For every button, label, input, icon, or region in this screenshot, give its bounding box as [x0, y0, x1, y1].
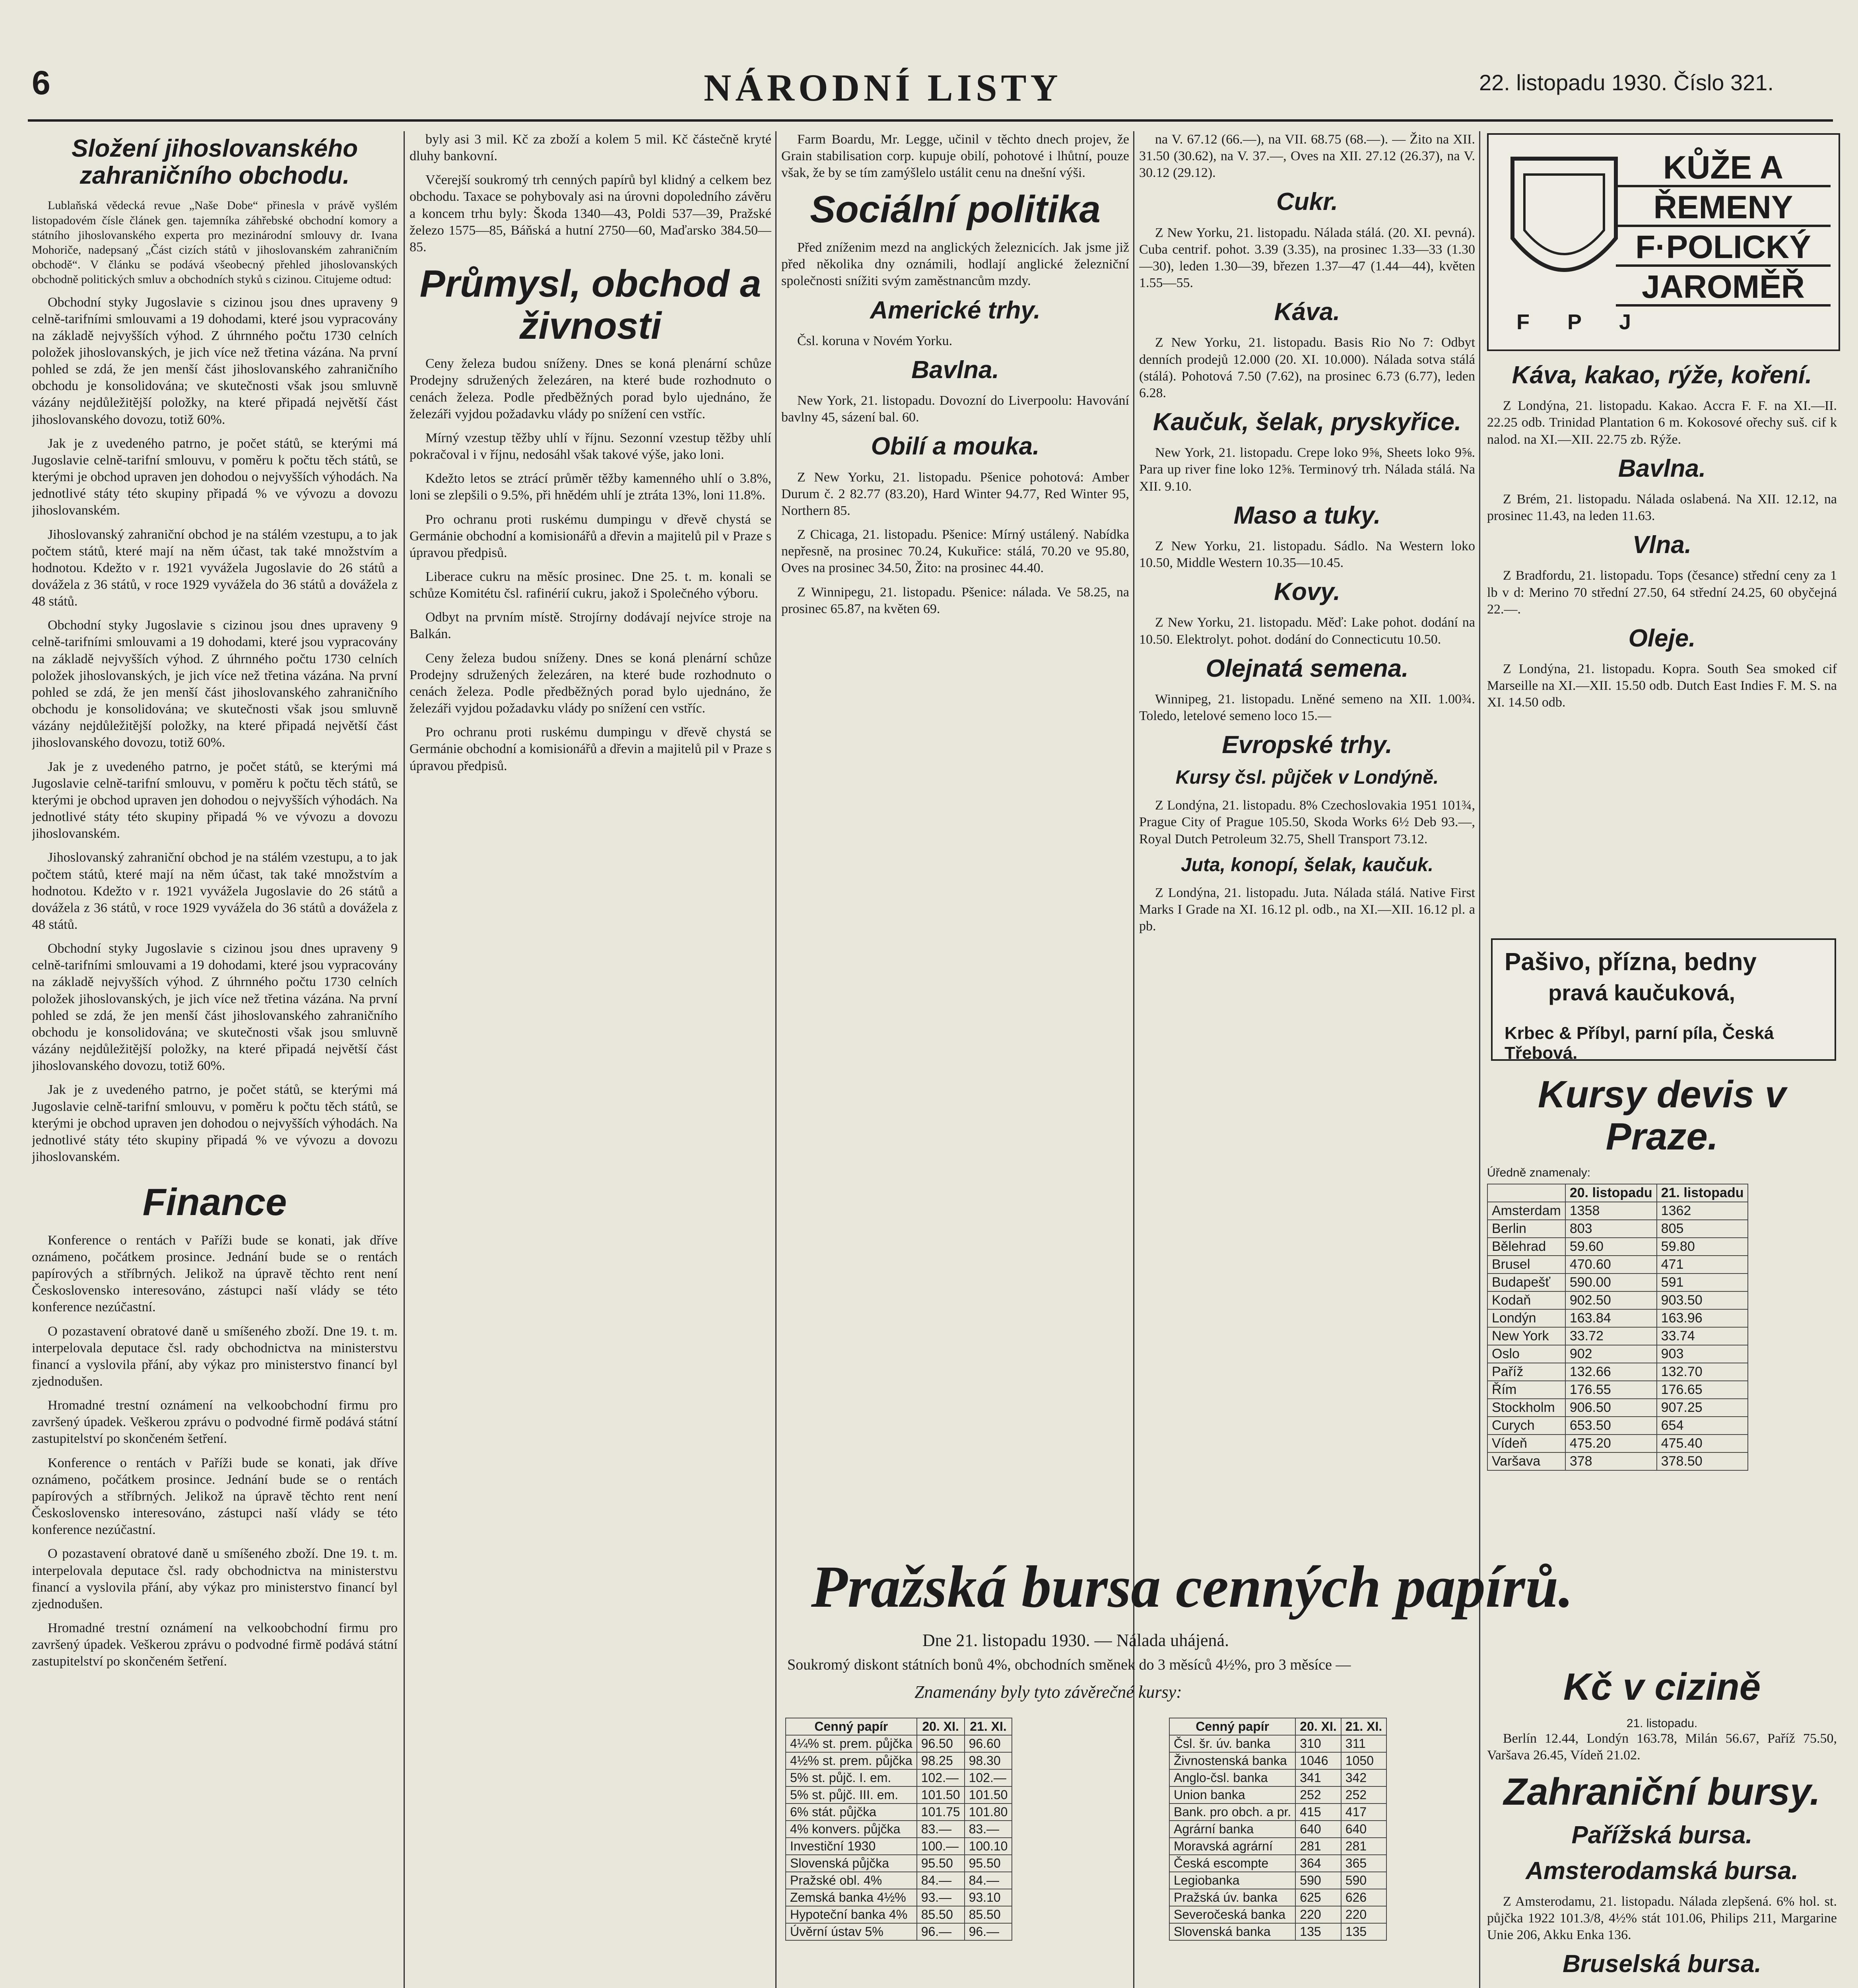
row-label: 4% konvers. půjčka	[786, 1821, 917, 1838]
article-paragraph: Obchodní styky Jugoslavie s cizinou jsou dnes upraveny 9 celně-tarifními smlouvami a 19 dohodami, které jsou vypracovány na základě nejvyšších výhod. Z úhrnného počtu 1730 celních položek jihoslovanských, je jich více než třetina vázána. Na první pohled se zdá, že jen menší část jihoslovanského zahraničního obchodu je konsolidována; ve skutečnosti však jsou smluvně vázány nejdůležitější položky, na které připadá největší část jihoslovanského dovozu, totiž 60%.	[32, 618, 398, 750]
section-heading-devisen: Kursy devis v Praze.	[1538, 1073, 1786, 1158]
row-value: 902.50	[1565, 1291, 1657, 1309]
row-value: 220	[1295, 1906, 1341, 1923]
row-value: 33.72	[1565, 1327, 1657, 1345]
crate-ad	[1491, 938, 1836, 1061]
row-value: 59.80	[1657, 1238, 1748, 1256]
devis-subtitle: Úředně znamenaly:	[1487, 1166, 1591, 1180]
row-value: 281	[1295, 1838, 1341, 1855]
row-value: 470.60	[1565, 1256, 1657, 1274]
article-paragraph: Z Chicaga, 21. listopadu. Pšenice: Mírný ustálený. Nabídka nepřesně, na prosinec 70.24, Kukuřice: stálá, 70.20 ve 95.80, Oves na prosinec 34.50, Žito: na prosinec 44.40.	[781, 527, 1129, 576]
row-label: Curych	[1487, 1417, 1565, 1435]
masthead: NÁRODNÍ LISTY	[704, 66, 1062, 109]
column-header: 21. XI.	[965, 1718, 1012, 1735]
article-paragraph: O pozastavení obratové daně u smíšeného zboží. Dne 19. t. m. interpelovala deputace čsl. rady obchodnictva na ministerstvu financí a vyslovila přání, aby výkaz pro ministerstvo financí byl zjednodušen.	[32, 1324, 398, 1389]
table-row	[786, 1872, 1012, 1889]
article-paragraph: Z New Yorku, 21. listopadu. Nálada stálá. (20. XI. pevná). Cuba centrif. pohot. 3.39 (3.35), na prosinec 1.33—33 (1.30—30), leden 1.30—39, březen 1.37—47 (1.44—44), květen 1.55—55.	[1139, 225, 1475, 291]
table-row	[1487, 1381, 1748, 1399]
article-paragraph: Obchodní styky Jugoslavie s cizinou jsou dnes upraveny 9 celně-tarifními smlouvami a 19 dohodami, které jsou vypracovány na základě nejvyšších výhod. Z úhrnného počtu 1730 celních položek jihoslovanských, je jich více než třetina vázána. Na první pohled se zdá, že jen menší část jihoslovanského zahraničního obchodu je konsolidována; ve skutečnosti však jsou smluvně vázány nejdůležitější položky, na které připadá největší část jihoslovanského dovozu, totiž 60%.	[32, 941, 398, 1074]
row-value: 590	[1295, 1872, 1341, 1889]
row-label: Varšava	[1487, 1452, 1565, 1470]
row-label: Vídeň	[1487, 1435, 1565, 1452]
column-header: 21. listopadu	[1657, 1184, 1748, 1202]
table-row	[1169, 1872, 1386, 1889]
row-label: Budapešť	[1487, 1274, 1565, 1291]
table-row	[1487, 1327, 1748, 1345]
section-heading-meat: Maso a tuky.	[1233, 501, 1381, 529]
column-header: 20. listopadu	[1565, 1184, 1657, 1202]
column-header: Cenný papír	[1169, 1718, 1295, 1735]
row-label: 5% st. půjč. III. em.	[786, 1786, 917, 1804]
row-label: Řím	[1487, 1381, 1565, 1399]
table-row	[786, 1906, 1012, 1923]
article-paragraph: Pro ochranu proti ruskému dumpingu v dřevě chystá se Germánie obchodní a komisionářů a dřevin a majitelů pil v Praze s úpravou předpisů.	[410, 725, 771, 773]
table-row	[1487, 1399, 1748, 1417]
row-label: 5% st. půjč. I. em.	[786, 1769, 917, 1786]
ad-line: pravá kaučuková,	[1548, 980, 1736, 1005]
section-heading-social: Sociální politika	[810, 188, 1101, 231]
article-paragraph: Pro ochranu proti ruskému dumpingu v dřevě chystá se Germánie obchodní a komisionářů a dřevin a majitelů pil v Praze s úpravou předpisů.	[410, 512, 771, 560]
bursa-date: Dne 21. listopadu 1930. — Nálada uhájená.	[922, 1631, 1229, 1650]
row-value: 135	[1295, 1923, 1341, 1940]
article-paragraph: Jak je z uvedeného patrno, je počet států, se kterými má Jugoslavie celně-tarifní smlouvu, v poměru k počtu těch států, se kterými je obchod upraven jen dohodou o nejvyšších výhodách. Na jednotlivé státy této skupiny připadá % ve vývozu a dovozu jihoslovanském.	[32, 436, 398, 518]
article-paragraph: Z New Yorku, 21. listopadu. Měď: Lake pohot. dodání na 10.50. Elektrolyt. pohot. dodání do Connecticutu 10.50.	[1139, 615, 1475, 647]
table-row	[1487, 1238, 1748, 1256]
row-value: 252	[1341, 1786, 1387, 1804]
ad-line: ŘEMENY	[1616, 190, 1831, 227]
article-paragraph: Berlín 12.44, Londýn 163.78, Milán 56.67, Paříž 75.50, Varšava 26.45, Vídeň 21.02.	[1487, 1731, 1837, 1763]
article-paragraph: Hromadné trestní oznámení na velkoobchodní firmu pro završený úpadek. Veškerou zprávu o podvodné firmě podává státní zastupitelství po skončeném šetření.	[32, 1398, 398, 1446]
row-label: New York	[1487, 1327, 1565, 1345]
row-value: 176.55	[1565, 1381, 1657, 1399]
shield-icon	[1505, 151, 1624, 302]
row-value: 1050	[1341, 1752, 1387, 1769]
article-paragraph: Hromadné trestní oznámení na velkoobchodní firmu pro završený úpadek. Veškerou zprávu o podvodné firmě podává státní zastupitelství po skončeném šetření.	[32, 1621, 398, 1669]
table-row	[1169, 1923, 1386, 1940]
row-value: 903.50	[1657, 1291, 1748, 1309]
row-label: Hypoteční banka 4%	[786, 1906, 917, 1923]
row-label: 6% stát. půjčka	[786, 1804, 917, 1821]
table-row	[786, 1769, 1012, 1786]
section-heading-oils: Oleje.	[1628, 624, 1696, 652]
article-paragraph: Z New Yorku, 21. listopadu. Pšenice pohotová: Amber Durum č. 2 82.77 (83.20), Hard Winter 94.77, Red Winter 95, Northern 85.	[781, 470, 1129, 518]
article-paragraph: Odbyt na prvním místě. Strojírny dodávají nejvíce stroje na Balkán.	[410, 610, 771, 642]
row-value: 364	[1295, 1855, 1341, 1872]
table-row	[1169, 1804, 1386, 1821]
row-value: 475.20	[1565, 1435, 1657, 1452]
row-value: 101.50	[917, 1786, 965, 1804]
row-label: Slovenská banka	[1169, 1923, 1295, 1940]
article-paragraph: Z New Yorku, 21. listopadu. Sádlo. Na Western loko 10.50, Middle Western 10.35—10.45.	[1139, 538, 1475, 571]
article-paragraph: Jihoslovanský zahraniční obchod je na stálém vzestupu, a to jak počtem států, které mají na něm účast, tak také množstvím a hodnotou. Kdežto v r. 1921 vyvážela Jugoslavie do 26 států a dovážela z 36 států, v roce 1929 vyvážela do 36 států a dovážela z 48 států.	[32, 850, 398, 932]
article-paragraph: Jihoslovanský zahraniční obchod je na stálém vzestupu, a to jak počtem států, které mají na něm účast, tak také množstvím a hodnotou. Kdežto v r. 1921 vyvážela Jugoslavie do 26 států a dovážela z 36 států, v roce 1929 vyvážela do 36 států a dovážela z 48 států.	[32, 527, 398, 609]
table-row	[1169, 1838, 1386, 1855]
header-rule	[28, 119, 1833, 122]
row-value: 341	[1295, 1769, 1341, 1786]
row-value: 342	[1341, 1769, 1387, 1786]
table-row	[1169, 1769, 1386, 1786]
article-paragraph: na V. 67.12 (66.—), na VII. 68.75 (68.—). — Žito na XII. 31.50 (30.62), na V. 37.—, Oves na XII. 27.12 (26.37), na V. 30.12 (29.12).	[1139, 132, 1475, 181]
section-heading-coffee-cocoa: Káva, kakao, rýže, koření.	[1512, 361, 1812, 389]
article-paragraph: byly asi 3 mil. Kč za zboží a kolem 5 mil. Kč částečně kryté dluhy bankovní.	[410, 132, 771, 164]
table-row	[1487, 1452, 1748, 1470]
table-row	[1487, 1274, 1748, 1291]
article-paragraph: Ceny železa budou sníženy. Dnes se koná plenární schůze Prodejny sdružených železáren, na které bude rozhodnuto o cenách železa. Podle předběžných porad bylo ujednáno, že železáři vyjdou požadavku vlády po snížení cen vstříc.	[410, 650, 771, 716]
row-value: 102.—	[917, 1769, 965, 1786]
column-5-lower	[1487, 1662, 1837, 1988]
row-value: 803	[1565, 1220, 1657, 1238]
table-row	[1487, 1345, 1748, 1363]
article-paragraph: Z Londýna, 21. listopadu. 8% Czechoslovakia 1951 101¾, Prague City of Prague 105.50, Skoda Works 6½ Deb 93.—, Royal Dutch Petroleum 32.75, Shell Transport 73.12.	[1139, 798, 1475, 846]
row-label: Severočeská banka	[1169, 1906, 1295, 1923]
table-row	[1487, 1309, 1748, 1327]
row-value: 96.—	[917, 1923, 965, 1940]
article-paragraph: Konference o rentách v Paříži bude se konati, jak dříve oznámeno, počátkem prosince. Jednání bude se o rentách papírových a stříbrných. Jelikož na úpravě těchto rent není Československo interesováno, zástupci naší vlády se této konference nezúčastní.	[32, 1233, 398, 1315]
table-row	[1487, 1202, 1748, 1220]
article-paragraph: Před zníženim mezd na anglických železnicích. Jak jsme již před několika dny oznámili, hodlají anglické železniční společnosti snížiti svým zaměstnancům mzdy.	[781, 240, 1129, 289]
row-value: 378.50	[1657, 1452, 1748, 1470]
article-paragraph: Z Winnipegu, 21. listopadu. Pšenice: nálada. Ve 58.25, na prosinec 65.87, na květen 69.	[781, 584, 1129, 616]
row-label: Bělehrad	[1487, 1238, 1565, 1256]
table-row	[786, 1889, 1012, 1906]
article-paragraph: Kdežto letos se ztrácí průměr těžby kamenného uhlí o 3.8%, loni se zlepšili o 9.5%, při hnědém uhlí je ztráta 13%, loni 11.8%.	[410, 471, 771, 503]
column-header	[1487, 1184, 1565, 1202]
table-row	[1487, 1220, 1748, 1238]
row-label: Živnostenská banka	[1169, 1752, 1295, 1769]
row-label: Paříž	[1487, 1363, 1565, 1381]
article-paragraph: Z Amsterodamu, 21. listopadu. Nálada zlepšená. 6% hol. st. půjčka 1922 101.3/8, 4½% stát 101.06, Philips 211, Margarine Unie 206, Akku Enka 136.	[1487, 1894, 1837, 1943]
dateline: 22. listopadu 1930. Číslo 321.	[1479, 70, 1774, 95]
row-value: 625	[1295, 1889, 1341, 1906]
row-label: Kodaň	[1487, 1291, 1565, 1309]
row-value: 59.60	[1565, 1238, 1657, 1256]
row-label: Investiční 1930	[786, 1838, 917, 1855]
row-value: 135	[1341, 1923, 1387, 1940]
row-value: 1358	[1565, 1202, 1657, 1220]
leather-ad	[1487, 133, 1840, 351]
row-value: 132.66	[1565, 1363, 1657, 1381]
table-row	[1169, 1786, 1386, 1804]
article-paragraph: Z Londýna, 21. listopadu. Kakao. Accra F. F. na XI.—II. 22.25 odb. Trinidad Plantation 6 m. Kokosové ořechy suš. cif k nalod. na XI.—XII. 22.75 zb. Rýže.	[1487, 398, 1837, 447]
row-value: 281	[1341, 1838, 1387, 1855]
row-value: 98.30	[965, 1752, 1012, 1769]
row-value: 590.00	[1565, 1274, 1657, 1291]
row-label: Pražské obl. 4%	[786, 1872, 917, 1889]
table-row	[786, 1821, 1012, 1838]
row-value: 96.60	[965, 1735, 1012, 1752]
article-paragraph: Z Brém, 21. listopadu. Nálada oslabená. Na XII. 12.12, na prosinec 11.43, na leden 11.63.	[1487, 491, 1837, 523]
row-value: 415	[1295, 1804, 1341, 1821]
bursa-table-middle	[1169, 1718, 1387, 1941]
row-value: 102.—	[965, 1769, 1012, 1786]
row-value: 805	[1657, 1220, 1748, 1238]
column-divider	[1133, 131, 1134, 1988]
row-label: 4½% st. prem. půjčka	[786, 1752, 917, 1769]
row-value: 93.10	[965, 1889, 1012, 1906]
row-label: Agrární banka	[1169, 1821, 1295, 1838]
row-value: 903	[1657, 1345, 1748, 1363]
section-heading-rubber: Kaučuk, šelak, pryskyřice.	[1153, 408, 1462, 436]
row-value: 1362	[1657, 1202, 1748, 1220]
ad-line: JAROMĚŘ	[1616, 270, 1831, 307]
section-heading-sugar: Cukr.	[1276, 188, 1338, 216]
row-value: 96.—	[965, 1923, 1012, 1940]
column-5-devis	[1487, 1070, 1837, 1646]
article-paragraph: Mírný vzestup těžby uhlí v říjnu. Sezonní vzestup těžby uhlí pokračoval i v říjnu, nedosáhl však takové výše, jako loni.	[410, 430, 771, 462]
row-value: 93.—	[917, 1889, 965, 1906]
table-row	[786, 1838, 1012, 1855]
table-row	[1487, 1417, 1748, 1435]
column-1	[32, 131, 398, 1988]
row-value: 176.65	[1657, 1381, 1748, 1399]
column-divider	[404, 131, 405, 1988]
row-value: 365	[1341, 1855, 1387, 1872]
row-value: 100.10	[965, 1838, 1012, 1855]
row-value: 101.50	[965, 1786, 1012, 1804]
subheading-jute: Juta, konopí, šelak, kaučuk.	[1181, 854, 1433, 876]
article-heading: Složení jihoslovanského zahraničního obchodu.	[71, 135, 358, 190]
row-value: 311	[1341, 1735, 1387, 1752]
section-heading-finance: Finance	[142, 1181, 287, 1224]
row-value: 310	[1295, 1735, 1341, 1752]
row-label: Union banka	[1169, 1786, 1295, 1804]
row-value: 626	[1341, 1889, 1387, 1906]
column-4	[1139, 131, 1475, 1531]
page-number: 6	[32, 64, 50, 101]
row-label: Amsterdam	[1487, 1202, 1565, 1220]
row-label: Berlin	[1487, 1220, 1565, 1238]
section-heading-metals: Kovy.	[1274, 578, 1340, 606]
ad-initials: F P J	[1516, 310, 1647, 334]
subheading-paris: Pařížská bursa.	[1571, 1821, 1753, 1849]
section-heading-coffee: Káva.	[1274, 298, 1340, 326]
article-paragraph: Z Bradfordu, 21. listopadu. Tops (česance) střední ceny za 1 lb v d: Merino 70 střední 27.50, 64 střední 24.25, 60 obyčejná 22.—.	[1487, 568, 1837, 617]
article-paragraph: Z Londýna, 21. listopadu. Juta. Nálada stálá. Native First Marks I Grade na XI. 16.12 pl. odb., na XI.—XII. 16.12 pl. a pb.	[1139, 885, 1475, 934]
table-row	[1169, 1906, 1386, 1923]
row-value: 84.—	[917, 1872, 965, 1889]
row-value: 100.—	[917, 1838, 965, 1855]
row-label: Anglo-čsl. banka	[1169, 1769, 1295, 1786]
row-value: 591	[1657, 1274, 1748, 1291]
row-label: Česká escompte	[1169, 1855, 1295, 1872]
article-paragraph: Z Londýna, 21. listopadu. Kopra. South Sea smoked cif Marseille na XI.—XII. 15.50 odb. Dutch East Indies F. M. S. na XI. 14.50 odb.	[1487, 662, 1837, 710]
ad-line: Pašivo, přízna, bedny	[1505, 948, 1757, 976]
row-value: 252	[1295, 1786, 1341, 1804]
section-heading-american-markets: Americké trhy.	[870, 296, 1041, 324]
article-paragraph: New York, 21. listopadu. Crepe loko 9⅝, Sheets loko 9⅝. Para up river fine loko 12⅝. Terminový trh. Nálada stálá. Na XII. 9.10.	[1139, 445, 1475, 494]
article-paragraph: Jak je z uvedeného patrno, je počet států, se kterými má Jugoslavie celně-tarifní smlouvu, v poměru k počtu těch států, se kterými je obchod upraven jen dohodou o nejvyšších výhodách. Na jednotlivé státy této skupiny připadá % ve vývozu a dovozu jihoslovanském.	[32, 1082, 398, 1164]
row-value: 471	[1657, 1256, 1748, 1274]
table-row	[786, 1752, 1012, 1769]
article-paragraph: Ceny železa budou sníženy. Dnes se koná plenární schůze Prodejny sdružených železáren, na které bude rozhodnuto o cenách železa. Podle předběžných porad bylo ujednáno, že železáři vyjdou požadavku vlády po snížení cen vstříc.	[410, 356, 771, 421]
table-row	[1169, 1821, 1386, 1838]
row-label: Zemská banka 4½%	[786, 1889, 917, 1906]
row-value: 475.40	[1657, 1435, 1748, 1452]
article-paragraph: Jak je z uvedeného patrno, je počet států, se kterými má Jugoslavie celně-tarifní smlouvu, v poměru k počtu těch států, se kterými je obchod upraven jen dohodou o nejvyšších výhodách. Na jednotlivé státy této skupiny připadá % ve vývozu a dovozu jihoslovanském.	[32, 759, 398, 841]
bursa-quoted: Znamenány byly tyto závěrečné kursy:	[914, 1682, 1182, 1702]
column-header: 20. XI.	[917, 1718, 965, 1735]
column-5-upper	[1487, 358, 1837, 930]
row-value: 85.50	[965, 1906, 1012, 1923]
row-value: 907.25	[1657, 1399, 1748, 1417]
row-value: 590	[1341, 1872, 1387, 1889]
subheading-london-loans: Kursy čsl. půjček v Londýně.	[1175, 767, 1439, 788]
column-3	[781, 131, 1129, 1531]
row-label: Čsl. šr. úv. banka	[1169, 1735, 1295, 1752]
article-paragraph: Včerejší soukromý trh cenných papírů byl klidný a celkem bez obchodu. Taxace se pohybovaly asi na úrovni dopoledního závěru a koncem trhu byly: Škoda 1340—43, Poldi 537—39, Pražské železo 1575—85, Báňská a hutní 2750—60, Maďarsko 384.50—85.	[410, 173, 771, 254]
row-value: 33.74	[1657, 1327, 1748, 1345]
row-value: 906.50	[1565, 1399, 1657, 1417]
article-paragraph: Liberace cukru na měsíc prosinec. Dne 25. t. m. konali se schůze Komitétu čsl. rafinérií cukru, jakož i Společného výboru.	[410, 569, 771, 601]
column-divider	[775, 131, 777, 1988]
article-paragraph: Čsl. koruna v Novém Yorku.	[797, 333, 953, 348]
ad-line: Krbec & Příbyl, parní píla, Česká Třebová.	[1505, 1023, 1774, 1063]
row-value: 417	[1341, 1804, 1387, 1821]
row-value: 98.25	[917, 1752, 965, 1769]
row-label: Bank. pro obch. a pr.	[1169, 1804, 1295, 1821]
table-row	[1487, 1256, 1748, 1274]
table-row	[1487, 1435, 1748, 1452]
row-value: 654	[1657, 1417, 1748, 1435]
row-label: Stockholm	[1487, 1399, 1565, 1417]
column-header: 21. XI.	[1341, 1718, 1387, 1735]
table-row	[786, 1855, 1012, 1872]
bursa-table-left	[785, 1718, 1012, 1941]
table-row	[786, 1735, 1012, 1752]
section-heading-industry: Průmysl, obchod a živnosti	[419, 262, 761, 347]
row-value: 83.—	[965, 1821, 1012, 1838]
table-row	[1169, 1889, 1386, 1906]
row-value: 902	[1565, 1345, 1657, 1363]
article-paragraph	[1487, 1987, 1837, 1988]
column-header: 20. XI.	[1295, 1718, 1341, 1735]
row-value: 101.80	[965, 1804, 1012, 1821]
section-heading-grain: Obilí a mouka.	[871, 433, 1040, 460]
column-divider	[1479, 131, 1480, 1988]
table-row	[786, 1923, 1012, 1940]
article-paragraph: Winnipeg, 21. listopadu. Lněné semeno na XII. 1.00¾. Toledo, letelové semeno loco 15.—	[1139, 691, 1475, 724]
article-paragraph: Z New Yorku, 21. listopadu. Basis Rio No 7: Odbyt denních prodejů 12.000 (20. XI. 10.000). Nálada sotva stálá (stálá). Pohotová 7.50 (7.62), na prosinec 6.73 (6.77), leden 6.28.	[1139, 335, 1475, 400]
row-label: Pražská úv. banka	[1169, 1889, 1295, 1906]
section-heading-oilseeds: Olejnatá semena.	[1206, 654, 1409, 682]
subheading-brussels: Bruselská bursa.	[1563, 1950, 1761, 1978]
row-label: Brusel	[1487, 1256, 1565, 1274]
devis-table	[1487, 1184, 1748, 1471]
row-value: 95.50	[965, 1855, 1012, 1872]
row-value: 163.84	[1565, 1309, 1657, 1327]
ad-line: F·POLICKÝ	[1616, 230, 1831, 267]
table-row	[1169, 1752, 1386, 1769]
row-value: 653.50	[1565, 1417, 1657, 1435]
section-heading-european-markets: Evropské trhy.	[1222, 731, 1392, 759]
row-label: Slovenská půjčka	[786, 1855, 917, 1872]
table-row	[1487, 1291, 1748, 1309]
row-label: Oslo	[1487, 1345, 1565, 1363]
article-paragraph: New York, 21. listopadu. Dovozní do Liverpoolu: Havování bavlny 45, sázení bal. 60.	[781, 393, 1129, 425]
bursa-discount: Soukromý diskont státních bonů 4%, obchodních směnek do 3 měsíců 4½%, pro 3 měsíce —	[787, 1656, 1351, 1673]
article-paragraph: Konference o rentách v Paříži bude se konati, jak dříve oznámeno, počátkem prosince. Jednání bude se o rentách papírových a stříbrných. Jelikož na úpravě těchto rent není Československo interesováno, zástupci naší vlády se této konference nezúčastní.	[32, 1455, 398, 1538]
section-heading-cotton: Bavlna.	[911, 356, 999, 384]
ad-line: KŮŽE A	[1616, 151, 1831, 187]
table-row	[1487, 1363, 1748, 1381]
row-value: 84.—	[965, 1872, 1012, 1889]
row-value: 85.50	[917, 1906, 965, 1923]
row-value: 640	[1295, 1821, 1341, 1838]
column-2	[410, 131, 771, 1531]
row-label: Úvěrní ústav 5%	[786, 1923, 917, 1940]
row-value: 101.75	[917, 1804, 965, 1821]
article-paragraph: O pozastavení obratové daně u smíšeného zboží. Dne 19. t. m. interpelovala deputace čsl. rady obchodnictva na ministerstvu financí a vyslovila přání, aby výkaz pro ministerstvo financí byl zjednodušen.	[32, 1546, 398, 1611]
kc-date: 21. listopadu.	[1626, 1716, 1698, 1730]
row-label: Moravská agrární	[1169, 1838, 1295, 1855]
table-row	[1169, 1855, 1386, 1872]
column-header: Cenný papír	[786, 1718, 917, 1735]
section-heading-foreign-exchanges: Zahraniční bursy.	[1503, 1770, 1821, 1813]
table-row	[786, 1804, 1012, 1821]
section-heading-wool: Vlna.	[1632, 531, 1692, 559]
section-heading-cotton: Bavlna.	[1618, 454, 1706, 482]
article-intro: Lublaňská vědecká revue „Naše Dobe“ přinesla v právě vyšlém listopadovém čísle článek gen. tajemníka záhřebské obchodní komory a státního jihoslovanského experta pro mezinárodní smlouvy dr. Ivana Mohoriče, nadepsaný „Část cizích států v jihoslovanském zahraničním obchodě“. V článku se podává všeobecný přehled jihoslovanských obchodně politických smluv a obchodních styků s cizinou. Citujeme odtud:	[32, 199, 398, 286]
subheading-amsterdam: Amsterodamská bursa.	[1526, 1857, 1798, 1885]
article-paragraph: Obchodní styky Jugoslavie s cizinou jsou dnes upraveny 9 celně-tarifními smlouvami a 19 dohodami, které jsou vypracovány na základě nejvyšších výhod. Z úhrnného počtu 1730 celních položek jihoslovanských, je jich více než třetina vázána. Na první pohled se zdá, že jen menší část jihoslovanského zahraničního obchodu je konsolidována; ve skutečnosti však jsou smluvně vázány nejdůležitější položky, na které připadá největší část jihoslovanského dovozu, totiž 60%.	[32, 295, 398, 427]
row-value: 1046	[1295, 1752, 1341, 1769]
row-value: 163.96	[1657, 1309, 1748, 1327]
row-value: 83.—	[917, 1821, 965, 1838]
row-label: 4¼% st. prem. půjčka	[786, 1735, 917, 1752]
table-row	[786, 1786, 1012, 1804]
table-row	[1169, 1735, 1386, 1752]
row-value: 220	[1341, 1906, 1387, 1923]
bursa-title: Pražská bursa cenných papírů.	[811, 1554, 1573, 1620]
row-label: Londýn	[1487, 1309, 1565, 1327]
row-label: Legiobanka	[1169, 1872, 1295, 1889]
article-paragraph: Farm Boardu, Mr. Legge, učinil v těchto dnech projev, že Grain stabilisation corp. kupuje obilí, pohotové i lhůtní, pouze však, že by se tím zamýšlelo ustálit cenu na dnešní výši.	[781, 132, 1129, 181]
row-value: 95.50	[917, 1855, 965, 1872]
section-heading-kc-abroad: Kč v cizině	[1563, 1666, 1761, 1708]
row-value: 132.70	[1657, 1363, 1748, 1381]
row-value: 96.50	[917, 1735, 965, 1752]
row-value: 640	[1341, 1821, 1387, 1838]
row-value: 378	[1565, 1452, 1657, 1470]
